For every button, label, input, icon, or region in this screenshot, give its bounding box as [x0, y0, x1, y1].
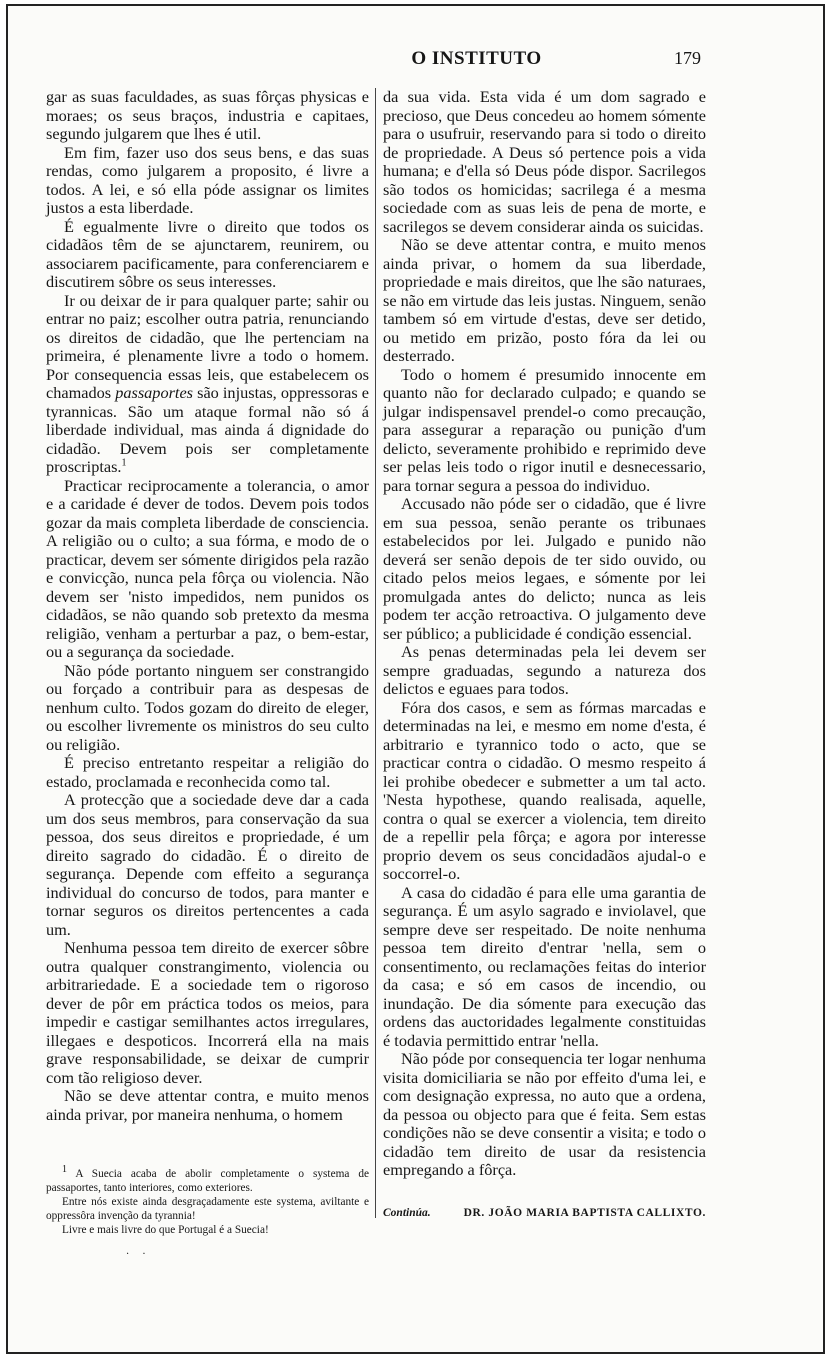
left-paragraph-1: gar as suas faculdades, as suas fôrças physicas e moraes; os seus braços, industria e capitaes, segundo julgarem que lhes é util. — [46, 87, 369, 143]
footnote-line-3: Livre e mais livre do que Portugal é a Suecia! — [62, 1224, 269, 1236]
right-paragraph-1: da sua vida. Esta vida é um dom sagrado e precioso, que Deus concedeu ao homem sómente para o usufruir, reservando para si todo o direito de propriedade. A Deus só pertence pois a vida humana; e d'ella só Deus póde dispor. Sacrilegos são todos os homicidas; sacrilega é a mesma sociedade com as suas leis de pena de morte, e sacrilegos se devem considerar ainda os suicidas. — [383, 87, 706, 236]
right-paragraph-2: Não se deve attentar contra, e muito menos ainda privar, o homem da sua liberdade, propriedade e mais direitos, que lhe são naturaes, se não em virtude das leis justas. Ninguem, senão tambem só em virtude d'estas, deve ser detido, ou metido em prizão, posto fóra da lei ou desterrado. — [383, 235, 706, 365]
footnote-line-2: Entre nós existe ainda desgraçadamente este systema, aviltante e oppressôra invenção da tyrannia! — [46, 1196, 369, 1222]
right-paragraph-6: Fóra dos casos, e sem as fórmas marcadas e determinadas na lei, e mesmo em nome d'esta, é arbitrario e tyrannico todo o acto, que se practicar contra o cidadão. O mesmo respeito á lei prohibe obedecer e submetter a um tal acto. 'Nesta hypothese, quando realisada, aquelle, contra o qual se exercer a violencia, tem direito de a repellir pela fôrça; e agora por interesse proprio devem os seus concidadãos ajudal-o e soccorrel-o. — [383, 697, 706, 883]
left-paragraph-6: Não póde portanto ninguem ser constrangido ou forçado a contribuir para as despesas de nenhum culto. Todos gozam do direito de eleger, ou escolher livremente os ministros do seu culto ou religião. — [46, 660, 369, 754]
footnotes — [46, 1164, 369, 1237]
footnote-mark: 1 — [62, 1164, 67, 1176]
author-name: DR. JOÃO MARIA BAPTISTA CALLIXTO. — [463, 1207, 706, 1219]
italic-passaportes: passaportes — [115, 383, 194, 402]
left-column — [46, 88, 369, 1124]
right-paragraph-5: As penas determinadas pela lei devem ser sempre graduadas, segundo a natureza dos delictos e eguaes para todos. — [383, 642, 706, 698]
right-paragraph-8: Não póde por consequencia ter logar nenhuma visita domiciliaria se não por effeito d'uma lei, e com designação expressa, no auto que a ordena, da pessoa ou objecto para que é feita. Sem estas condições não se deve consentir a visita; e todo o cidadão tem direito de usar da resistencia empregando a fôrça. — [383, 1049, 706, 1179]
left-paragraph-7: É preciso entretanto respeitar a religião do estado, proclamada e reconhecida como tal. — [46, 753, 369, 791]
left-paragraph-4-text: Ir ou deixar de ir para qualquer parte; sahir ou entrar no paiz; escolher outra patria, renunciando os direitos de cidadão, que lhe pertenciam na primeira, é plenamente livre a todo o homem. Por consequencia essas leis, que estabelecem os chamados passaportes são injustas, oppressoras e tyrannicas. São um ataque formal não só á liberdade individual, mas ainda á dignidade do cidadão. Devem pois ser completamente proscriptas. — [46, 290, 370, 476]
right-column — [383, 88, 706, 1180]
footnote-line-1 — [46, 1164, 369, 1195]
left-paragraph-9: Nenhuma pessoa tem direito de exercer sôbre outra qualquer constrangimento, violencia ou arbitrariedade. E a sociedade tem o rigoroso dever de pôr em práctica todos os meios, para impedir e castigar semilhantes actos irregulares, illegaes e despoticos. Incorrerá ella na mais grave responsabilidade, se deixar de cumprir com tão religioso dever. — [46, 938, 369, 1087]
continua-note: Continúa. — [383, 1207, 431, 1219]
left-paragraph-3: É egualmente livre o direito que todos os cidadãos têm de se ajunctarem, reunirem, ou associarem pacificamente, para conferenciarem e discutirem sôbre os seus interesses. — [46, 216, 369, 291]
right-paragraph-4: Accusado não póde ser o cidadão, que é livre em sua pessoa, senão perante os tribunaes estabelecidos por lei. Julgado e punido não deverá ser senão depois de ter sido ouvido, ou citado pelos meios legaes, e sómente por lei promulgada antes do delicto; nunca as leis podem ter acção retroactiva. O julgamento deve ser público; a publicidade é condição essencial. — [383, 494, 706, 643]
page-header — [0, 46, 833, 74]
left-paragraph-4 — [46, 292, 369, 477]
left-paragraph-10: Não se deve attentar contra, e muito menos ainda privar, por maneira nenhuma, o homem — [46, 1086, 369, 1124]
page-number: 179 — [674, 48, 701, 68]
left-paragraph-2: Em fim, fazer uso dos seus bens, e das suas rendas, como julgarem a proposito, é livre a todos. A lei, e só ella póde assignar os limites justos a esta liberdade. — [46, 142, 369, 217]
column-divider — [375, 88, 376, 1218]
right-paragraph-3: Todo o homem é presumido innocente em quanto não for declarado culpado; e quando se julgar indispensavel prendel-o como precaução, para assegurar a reparação ou punição d'um delicto, severamente prohibido e reprimido deve ser pelas leis todo o rigor inutil e desnecessario, para tornar segura a pessoa do individuo. — [383, 364, 706, 495]
left-paragraph-8: A protecção que a sociedade deve dar a cada um dos seus membros, para conservação da sua pessoa, dos seus direitos e propriedade, é um direito sagrado do cidadão. É o direito de segurança. Depende com effeito a segurança individual do concurso de todos, para manter e tornar seguros os direitos pertencentes a cada um. — [46, 790, 369, 939]
right-paragraph-7: A casa do cidadão é para elle uma garantia de segurança. É um asylo sagrado e inviolavel, que sempre deve ser respeitado. De noite nenhuma pessoa tem direito d'entrar 'nella, sem o consentimento, ou reclamações feitas do interior da casa; e só em casos de incendio, ou inundação. De dia sómente para execução das ordens das auctoridades legalmente constituidas é todavia permittido entrar 'nella. — [383, 882, 706, 1050]
left-paragraph-5: Practicar reciprocamente a tolerancia, o amor e a caridade é dever de todos. Devem pois todos gozar da mais completa liberdade de consciencia. A religião ou o culto; a sua fórma, e modo de o practicar, devem ser sómente dirigidos pela razão e convicção, nunca pela fôrça ou violencia. Não devem ser 'nisto impedidos, nem punidos os cidadãos, se não quando sob pretexto da mesma religião, venham a perturbar a paz, o bem-estar, ou a segurança da sociedade. — [46, 475, 369, 661]
running-title: O INSTITUTO — [411, 48, 542, 69]
ornament-dots: . . — [126, 1246, 151, 1257]
footnote-text-1: A Suecia acaba de abolir completamente o systema de passaportes, tanto interiores, como exteriores. — [46, 1168, 369, 1194]
footnote-reference-mark: 1 — [121, 457, 127, 469]
signature-line — [383, 1207, 706, 1219]
